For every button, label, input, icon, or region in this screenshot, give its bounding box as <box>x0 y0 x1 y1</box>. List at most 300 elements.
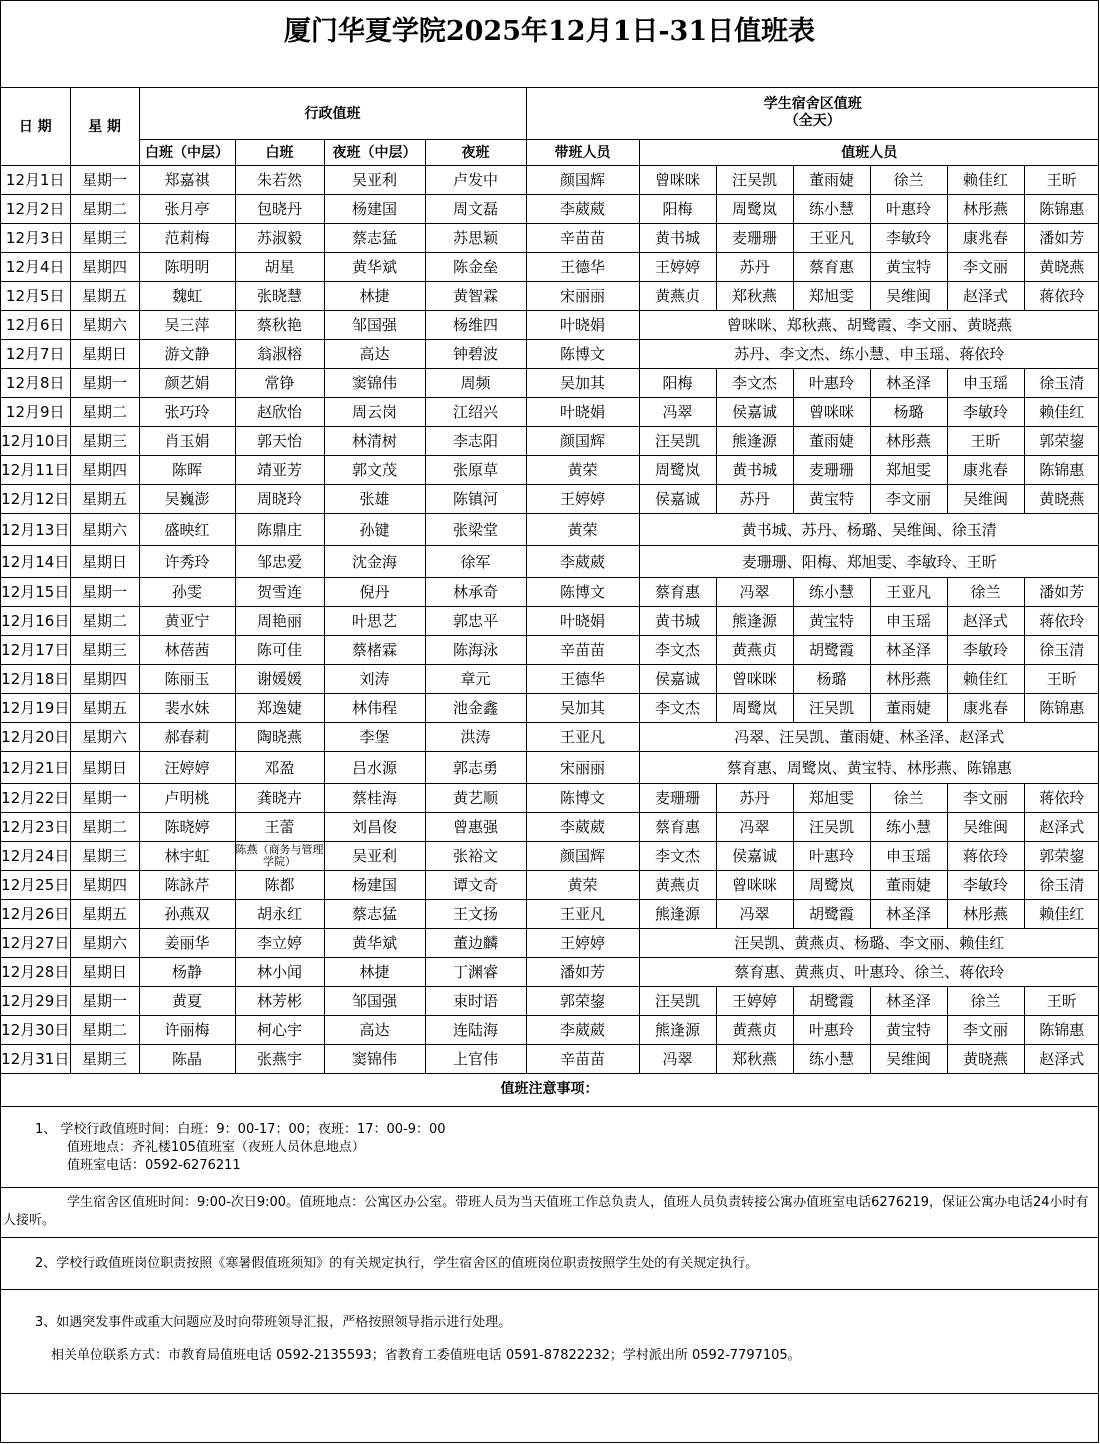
staff-cell: 董雨婕 <box>793 165 870 194</box>
day-cell: 朱若然 <box>235 165 324 194</box>
staff-cell: 周鹭岚 <box>716 693 793 722</box>
night-cell: 洪涛 <box>425 722 526 751</box>
staff-cell: 冯翠 <box>716 812 793 841</box>
date-cell: 12月5日 <box>1 281 70 310</box>
night-cell: 陈金垒 <box>425 252 526 281</box>
roster-body <box>1 165 1099 1073</box>
staff-cell: 郑秋燕 <box>716 281 793 310</box>
weekday-cell: 星期六 <box>70 722 139 751</box>
staff-cell: 徐玉清 <box>1024 635 1099 664</box>
date-cell: 12月17日 <box>1 635 70 664</box>
staff-cell: 潘如芳 <box>1024 223 1099 252</box>
staff-merged-cell: 黄书城、苏丹、杨璐、吴维闽、徐玉清 <box>639 513 1099 545</box>
weekday-cell: 星期二 <box>70 194 139 223</box>
staff-cell: 徐兰 <box>947 986 1024 1015</box>
night-cell: 谭文奇 <box>425 870 526 899</box>
night-mid-cell: 张雄 <box>324 484 425 513</box>
weekday-cell: 星期一 <box>70 986 139 1015</box>
staff-cell: 李文杰 <box>639 693 716 722</box>
table-row <box>1 252 1099 281</box>
staff-cell: 董雨婕 <box>870 870 947 899</box>
staff-cell: 杨璐 <box>870 397 947 426</box>
day-cell: 林芳彬 <box>235 986 324 1015</box>
night-mid-cell: 杨建国 <box>324 194 425 223</box>
date-cell: 12月9日 <box>1 397 70 426</box>
staff-cell: 赵泽式 <box>1024 1044 1099 1073</box>
weekday-cell: 星期四 <box>70 870 139 899</box>
weekday-cell: 星期六 <box>70 310 139 339</box>
day-mid-cell: 陈晶 <box>139 1044 235 1073</box>
staff-cell: 麦珊珊 <box>716 223 793 252</box>
page-title: 厦门华夏学院2025年12月1日-31日值班表 <box>283 16 816 47</box>
leader-cell: 王婷婷 <box>526 928 639 957</box>
staff-cell: 麦珊珊 <box>793 455 870 484</box>
date-cell: 12月2日 <box>1 194 70 223</box>
day-mid-cell: 吴三萍 <box>139 310 235 339</box>
night-cell: 钟碧波 <box>425 339 526 368</box>
header-dorm-duty <box>526 88 1099 139</box>
note-item-3-text: 3、如遇突发事件或重大问题应及时向带班领导汇报，严格按照领导指示进行处理。 <box>35 1314 512 1330</box>
night-cell: 江绍兴 <box>425 397 526 426</box>
staff-cell: 王昕 <box>947 426 1024 455</box>
leader-cell: 王婷婷 <box>526 484 639 513</box>
night-mid-cell: 蔡志猛 <box>324 899 425 928</box>
table-row <box>1 841 1099 870</box>
leader-cell: 王德华 <box>526 664 639 693</box>
day-mid-cell: 肖玉娟 <box>139 426 235 455</box>
staff-cell: 赖佳红 <box>947 664 1024 693</box>
staff-cell: 黄书城 <box>639 606 716 635</box>
staff-cell: 练小慧 <box>793 194 870 223</box>
leader-cell: 辛苗苗 <box>526 223 639 252</box>
date-cell: 12月25日 <box>1 870 70 899</box>
staff-cell: 林彤燕 <box>870 426 947 455</box>
staff-cell: 王昕 <box>1024 664 1099 693</box>
day-mid-cell: 陈晖 <box>139 455 235 484</box>
staff-cell: 汪吴凯 <box>639 426 716 455</box>
night-mid-cell: 叶思艺 <box>324 606 425 635</box>
staff-cell: 叶惠玲 <box>793 1015 870 1044</box>
weekday-cell: 星期二 <box>70 1015 139 1044</box>
night-cell: 黄智霖 <box>425 281 526 310</box>
day-mid-cell: 陈明明 <box>139 252 235 281</box>
date-cell: 12月15日 <box>1 577 70 606</box>
staff-merged-cell: 曾咪咪、郑秋燕、胡鹭霞、李文丽、黄晓燕 <box>639 310 1099 339</box>
night-cell: 周文磊 <box>425 194 526 223</box>
staff-merged-cell: 冯翠、汪吴凯、董雨婕、林圣泽、赵泽式 <box>639 722 1099 751</box>
weekday-cell: 星期二 <box>70 812 139 841</box>
staff-cell: 林圣泽 <box>870 635 947 664</box>
staff-cell: 李文杰 <box>639 841 716 870</box>
staff-cell: 黄宝特 <box>870 252 947 281</box>
night-cell: 陈海泳 <box>425 635 526 664</box>
staff-cell: 李文丽 <box>947 783 1024 812</box>
date-cell: 12月29日 <box>1 986 70 1015</box>
staff-cell: 陈锦惠 <box>1024 455 1099 484</box>
night-mid-cell: 黄华斌 <box>324 928 425 957</box>
night-cell: 连陆海 <box>425 1015 526 1044</box>
table-row <box>1 577 1099 606</box>
day-cell: 陶晓燕 <box>235 722 324 751</box>
night-mid-cell: 李堡 <box>324 722 425 751</box>
header-weekday: 星 期 <box>70 88 139 165</box>
date-cell: 12月23日 <box>1 812 70 841</box>
staff-cell: 徐兰 <box>947 577 1024 606</box>
night-mid-cell: 郭文茂 <box>324 455 425 484</box>
table-row <box>1 223 1099 252</box>
day-cell: 周艳丽 <box>235 606 324 635</box>
date-cell: 12月22日 <box>1 783 70 812</box>
leader-cell: 颜国辉 <box>526 426 639 455</box>
day-cell: 苏淑毅 <box>235 223 324 252</box>
staff-cell: 吴维闽 <box>870 1044 947 1073</box>
night-mid-cell: 吴亚利 <box>324 165 425 194</box>
date-cell: 12月14日 <box>1 545 70 577</box>
table-row <box>1 339 1099 368</box>
leader-cell: 宋丽丽 <box>526 281 639 310</box>
notes-heading: 值班注意事项： <box>1 1074 1098 1107</box>
weekday-cell: 星期日 <box>70 339 139 368</box>
header-night: 夜班 <box>425 139 526 165</box>
leader-cell: 郭荣鋆 <box>526 986 639 1015</box>
staff-cell: 蔡育惠 <box>639 812 716 841</box>
day-cell: 陈鼎庄 <box>235 513 324 545</box>
table-row <box>1 194 1099 223</box>
weekday-cell: 星期一 <box>70 577 139 606</box>
night-mid-cell: 杨建国 <box>324 870 425 899</box>
staff-merged-cell: 苏丹、李文杰、练小慧、申玉瑶、蒋依玲 <box>639 339 1099 368</box>
day-mid-cell: 许丽梅 <box>139 1015 235 1044</box>
date-cell: 12月13日 <box>1 513 70 545</box>
staff-cell: 冯翠 <box>639 1044 716 1073</box>
leader-cell: 叶晓娟 <box>526 310 639 339</box>
table-row <box>1 1015 1099 1044</box>
day-mid-cell: 孙雯 <box>139 577 235 606</box>
note-item-1 <box>1 1107 1098 1188</box>
date-cell: 12月20日 <box>1 722 70 751</box>
night-mid-cell: 倪丹 <box>324 577 425 606</box>
leader-cell: 王德华 <box>526 252 639 281</box>
leader-cell: 陈博文 <box>526 783 639 812</box>
staff-cell: 王婷婷 <box>639 252 716 281</box>
night-cell: 曾惠强 <box>425 812 526 841</box>
leader-cell: 吴加其 <box>526 693 639 722</box>
day-mid-cell: 孙燕双 <box>139 899 235 928</box>
leader-cell: 黄荣 <box>526 513 639 545</box>
night-cell: 郭志勇 <box>425 751 526 783</box>
table-row <box>1 484 1099 513</box>
staff-cell: 王亚凡 <box>870 577 947 606</box>
day-mid-cell: 陈丽玉 <box>139 664 235 693</box>
staff-cell: 冯翠 <box>716 899 793 928</box>
staff-cell: 王亚凡 <box>793 223 870 252</box>
night-cell: 王文扬 <box>425 899 526 928</box>
night-cell: 董边麟 <box>425 928 526 957</box>
night-cell: 丁渊睿 <box>425 957 526 986</box>
date-cell: 12月4日 <box>1 252 70 281</box>
leader-cell: 王亚凡 <box>526 722 639 751</box>
header-night-mid: 夜班（中层） <box>324 139 425 165</box>
leader-cell: 潘如芳 <box>526 957 639 986</box>
header-dorm-duty-subtitle: （全天） <box>784 113 841 130</box>
night-cell: 束时语 <box>425 986 526 1015</box>
night-mid-cell: 邹国强 <box>324 310 425 339</box>
leader-cell: 黄荣 <box>526 870 639 899</box>
night-mid-cell: 沈金海 <box>324 545 425 577</box>
day-cell: 赵欣怡 <box>235 397 324 426</box>
table-row <box>1 722 1099 751</box>
staff-cell: 黄书城 <box>639 223 716 252</box>
table-row <box>1 513 1099 545</box>
staff-cell: 周鹭岚 <box>716 194 793 223</box>
staff-cell: 冯翠 <box>639 397 716 426</box>
leader-cell: 李葳葳 <box>526 194 639 223</box>
date-cell: 12月30日 <box>1 1015 70 1044</box>
day-cell: 谢媛媛 <box>235 664 324 693</box>
night-cell: 杨维四 <box>425 310 526 339</box>
table-row <box>1 783 1099 812</box>
staff-cell: 曾咪咪 <box>716 664 793 693</box>
date-cell: 12月10日 <box>1 426 70 455</box>
staff-cell: 苏丹 <box>716 783 793 812</box>
staff-cell: 阳梅 <box>639 368 716 397</box>
leader-cell: 陈博文 <box>526 339 639 368</box>
day-cell: 胡永红 <box>235 899 324 928</box>
note-item-1-location: 值班地点：齐礼楼105值班室（夜班人员休息地点） <box>67 1139 365 1155</box>
day-cell: 张燕宇 <box>235 1044 324 1073</box>
day-mid-cell: 郝春莉 <box>139 722 235 751</box>
weekday-cell: 星期一 <box>70 368 139 397</box>
note-item-1-phone: 值班室电话：0592-6276211 <box>67 1157 241 1173</box>
table-row <box>1 899 1099 928</box>
table-row <box>1 751 1099 783</box>
staff-cell: 叶惠玲 <box>793 368 870 397</box>
night-mid-cell: 邹国强 <box>324 986 425 1015</box>
staff-cell: 林圣泽 <box>870 368 947 397</box>
night-mid-cell: 蔡志猛 <box>324 223 425 252</box>
table-row <box>1 957 1099 986</box>
staff-cell: 陈锦惠 <box>1024 194 1099 223</box>
night-cell: 卢发中 <box>425 165 526 194</box>
staff-cell: 王昕 <box>1024 986 1099 1015</box>
staff-cell: 苏丹 <box>716 484 793 513</box>
leader-cell: 颜国辉 <box>526 165 639 194</box>
table-row <box>1 165 1099 194</box>
night-mid-cell: 林捷 <box>324 281 425 310</box>
date-cell: 12月24日 <box>1 841 70 870</box>
staff-cell: 郑秋燕 <box>716 1044 793 1073</box>
staff-cell: 申玉瑶 <box>947 368 1024 397</box>
staff-cell: 陈锦惠 <box>1024 1015 1099 1044</box>
duty-table <box>1 88 1099 1074</box>
staff-merged-cell: 蔡育惠、黄燕贞、叶惠玲、徐兰、蒋依玲 <box>639 957 1099 986</box>
weekday-cell: 星期日 <box>70 545 139 577</box>
staff-cell: 林彤燕 <box>947 194 1024 223</box>
staff-cell: 熊逢源 <box>639 899 716 928</box>
staff-cell: 黄晓燕 <box>947 1044 1024 1073</box>
staff-cell: 胡鹭霞 <box>793 635 870 664</box>
staff-cell: 李敏玲 <box>870 223 947 252</box>
staff-cell: 杨璐 <box>793 664 870 693</box>
staff-cell: 李敏玲 <box>947 397 1024 426</box>
staff-cell: 赵泽式 <box>1024 812 1099 841</box>
date-cell: 12月27日 <box>1 928 70 957</box>
note-item-3 <box>1 1290 1098 1394</box>
day-mid-cell: 魏虹 <box>139 281 235 310</box>
day-mid-cell: 游文静 <box>139 339 235 368</box>
staff-cell: 蒋依玲 <box>1024 783 1099 812</box>
staff-cell: 黄书城 <box>716 455 793 484</box>
day-mid-cell: 颜艺娟 <box>139 368 235 397</box>
night-cell: 张梁堂 <box>425 513 526 545</box>
staff-cell: 侯嘉诚 <box>716 397 793 426</box>
staff-cell: 曾咪咪 <box>639 165 716 194</box>
staff-cell: 潘如芳 <box>1024 577 1099 606</box>
leader-cell: 颜国辉 <box>526 841 639 870</box>
weekday-cell: 星期三 <box>70 635 139 664</box>
night-mid-cell: 林清树 <box>324 426 425 455</box>
day-cell: 周晓玲 <box>235 484 324 513</box>
night-cell: 林承奇 <box>425 577 526 606</box>
staff-cell: 蔡育惠 <box>639 577 716 606</box>
day-mid-cell: 陈晓婷 <box>139 812 235 841</box>
leader-cell: 陈博文 <box>526 577 639 606</box>
table-row <box>1 812 1099 841</box>
night-cell: 上官伟 <box>425 1044 526 1073</box>
day-cell: 龚晓卉 <box>235 783 324 812</box>
staff-cell: 徐兰 <box>870 165 947 194</box>
day-cell: 胡星 <box>235 252 324 281</box>
staff-cell: 郑旭雯 <box>870 455 947 484</box>
header-date: 日 期 <box>1 88 70 165</box>
weekday-cell: 星期三 <box>70 1044 139 1073</box>
staff-cell: 吴维闽 <box>870 281 947 310</box>
leader-cell: 叶晓娟 <box>526 606 639 635</box>
weekday-cell: 星期五 <box>70 484 139 513</box>
staff-cell: 蒋依玲 <box>947 841 1024 870</box>
notes-section <box>1 1074 1098 1394</box>
leader-cell: 黄荣 <box>526 455 639 484</box>
night-cell: 张原草 <box>425 455 526 484</box>
table-row <box>1 426 1099 455</box>
leader-cell: 王亚凡 <box>526 899 639 928</box>
date-cell: 12月3日 <box>1 223 70 252</box>
staff-merged-cell: 汪吴凯、黄燕贞、杨璐、李文丽、赖佳红 <box>639 928 1099 957</box>
staff-cell: 蔡育惠 <box>793 252 870 281</box>
staff-cell: 黄晓燕 <box>1024 252 1099 281</box>
night-cell: 李志阳 <box>425 426 526 455</box>
staff-cell: 周鹭岚 <box>793 870 870 899</box>
day-cell: 包晓丹 <box>235 194 324 223</box>
day-mid-cell: 汪婷婷 <box>139 751 235 783</box>
day-cell: 陈可佳 <box>235 635 324 664</box>
date-cell: 12月1日 <box>1 165 70 194</box>
night-cell: 黄艺顺 <box>425 783 526 812</box>
staff-cell: 熊逢源 <box>639 1015 716 1044</box>
day-cell: 贺雪连 <box>235 577 324 606</box>
day-mid-cell: 张巧玲 <box>139 397 235 426</box>
day-mid-cell: 林蓓茜 <box>139 635 235 664</box>
staff-cell: 李敏玲 <box>947 635 1024 664</box>
staff-cell: 李文丽 <box>947 1015 1024 1044</box>
day-mid-cell: 范莉梅 <box>139 223 235 252</box>
table-row <box>1 986 1099 1015</box>
staff-cell: 李文杰 <box>639 635 716 664</box>
night-mid-cell: 窦锦伟 <box>324 1044 425 1073</box>
staff-cell: 胡鹭霞 <box>793 899 870 928</box>
night-mid-cell: 周云岗 <box>324 397 425 426</box>
staff-cell: 李敏玲 <box>947 870 1024 899</box>
date-cell: 12月21日 <box>1 751 70 783</box>
day-cell: 王蕾 <box>235 812 324 841</box>
contacts-line: 相关单位联系方式：市教育局值班电话 0592-2135593；省教育工委值班电话 0591-87822232；学村派出所 0592-7797105。 <box>51 1347 801 1363</box>
date-cell: 12月19日 <box>1 693 70 722</box>
note-item-1-hours: 1、 学校行政值班时间：白班：9：00-17：00；夜班：17：00-9：00 <box>35 1121 446 1137</box>
date-cell: 12月26日 <box>1 899 70 928</box>
staff-cell: 郑旭雯 <box>793 281 870 310</box>
staff-cell: 侯嘉诚 <box>639 484 716 513</box>
staff-cell: 吴维闽 <box>947 484 1024 513</box>
header-leader: 带班人员 <box>526 139 639 165</box>
leader-cell: 辛苗苗 <box>526 635 639 664</box>
staff-cell: 康兆春 <box>947 223 1024 252</box>
table-row <box>1 455 1099 484</box>
night-mid-cell: 吴亚利 <box>324 841 425 870</box>
date-cell: 12月12日 <box>1 484 70 513</box>
staff-cell: 练小慧 <box>793 1044 870 1073</box>
day-mid-cell: 卢明桃 <box>139 783 235 812</box>
staff-cell: 侯嘉诚 <box>716 841 793 870</box>
staff-cell: 李文丽 <box>947 252 1024 281</box>
note-dorm-duty: 学生宿舍区值班时间：9:00-次日9:00。值班地点：公寓区办公室。带班人员为当天值班工作总负责人，值班人员负责转接公寓办值班室电话6276219，保证公寓办电话24小时有人接听。 <box>1 1188 1098 1238</box>
date-cell: 12月28日 <box>1 957 70 986</box>
staff-cell: 蒋依玲 <box>1024 281 1099 310</box>
night-mid-cell: 林伟程 <box>324 693 425 722</box>
night-mid-cell: 高达 <box>324 1015 425 1044</box>
night-cell: 章元 <box>425 664 526 693</box>
night-mid-cell: 黄华斌 <box>324 252 425 281</box>
weekday-cell: 星期四 <box>70 664 139 693</box>
weekday-cell: 星期三 <box>70 426 139 455</box>
day-mid-cell: 裴水妹 <box>139 693 235 722</box>
day-mid-cell: 许秀玲 <box>139 545 235 577</box>
leader-cell: 李葳葳 <box>526 812 639 841</box>
weekday-cell: 星期一 <box>70 165 139 194</box>
weekday-cell: 星期日 <box>70 751 139 783</box>
staff-cell: 赵泽式 <box>947 281 1024 310</box>
table-row <box>1 870 1099 899</box>
day-mid-cell: 盛映红 <box>139 513 235 545</box>
staff-cell: 赖佳红 <box>1024 899 1099 928</box>
table-row <box>1 310 1099 339</box>
staff-cell: 董雨婕 <box>793 426 870 455</box>
date-cell: 12月7日 <box>1 339 70 368</box>
title-row <box>1 1 1098 88</box>
staff-merged-cell: 蔡育惠、周鹭岚、黄宝特、林彤燕、陈锦惠 <box>639 751 1099 783</box>
staff-cell: 赖佳红 <box>947 165 1024 194</box>
day-cell: 郑逸婕 <box>235 693 324 722</box>
staff-cell: 叶惠玲 <box>793 841 870 870</box>
staff-cell: 汪吴凯 <box>793 693 870 722</box>
staff-cell: 郭荣鋆 <box>1024 841 1099 870</box>
staff-cell: 麦珊珊 <box>639 783 716 812</box>
staff-cell: 叶惠玲 <box>870 194 947 223</box>
weekday-cell: 星期四 <box>70 252 139 281</box>
header-admin-duty: 行政值班 <box>139 88 526 139</box>
day-mid-cell: 吴巍澎 <box>139 484 235 513</box>
staff-cell: 汪吴凯 <box>639 986 716 1015</box>
staff-cell: 吴维闽 <box>947 812 1024 841</box>
